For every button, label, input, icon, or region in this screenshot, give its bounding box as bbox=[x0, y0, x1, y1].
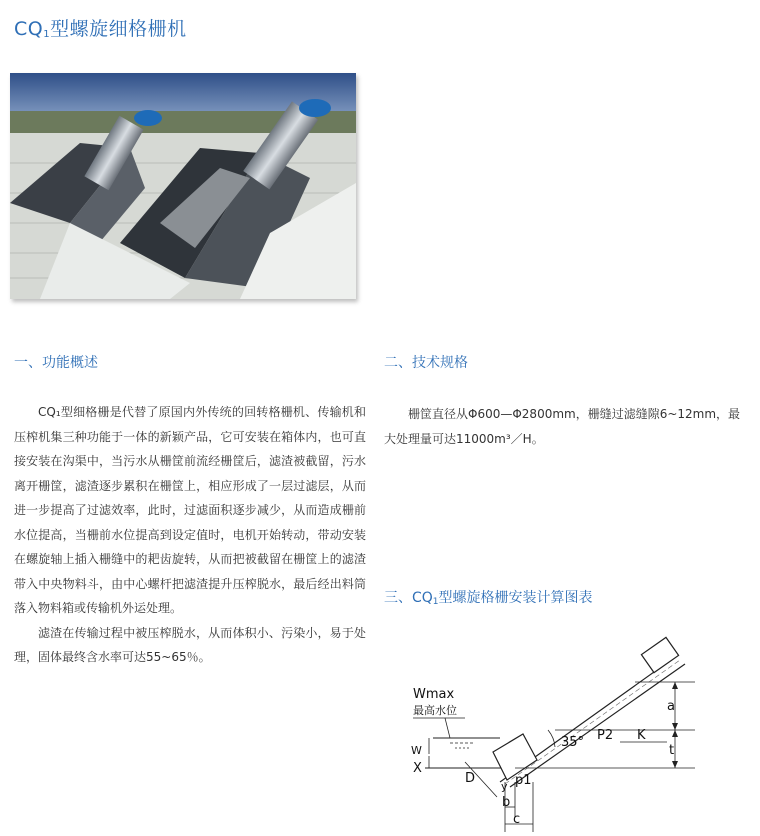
wmax-label: Wmax bbox=[413, 687, 455, 702]
section1-paragraph: CQ₁型细格栅是代替了原国内外传统的回转格栅机、传输机和压榨机集三种功能于一体的新颖产品，它可安装在箱体内，也可直接安装在沟渠中，当污水从栅筐前流经栅筐后，滤渣被截留，污水离开栅筐，滤渣逐步累积在栅筐上，相应形成了一层过滤层，从而进一步提高了过滤效率，此时，过滤面积逐步减少，从而造成栅前水位提高，当栅前水位提高到设定值时，电机开始转动，带动安装在螺旋轴上插入栅缝中的耙齿旋转，从而把被截留在栅筐上的滤渣带入中央物料斗，由中心螺杆把滤渣提升压榨脱水，最后经出料筒落入物料箱或传输机外运处理。 bbox=[14, 405, 366, 615]
dim-k-label: K bbox=[637, 728, 646, 743]
installation-photo-illustration bbox=[10, 73, 356, 299]
section1-heading: 一、功能概述 bbox=[14, 355, 98, 371]
installation-diagram bbox=[405, 632, 705, 836]
dim-d-label: D bbox=[465, 771, 476, 786]
dim-w-label: W bbox=[411, 744, 422, 757]
dim-a-label: a bbox=[667, 699, 675, 714]
product-photo bbox=[10, 73, 356, 299]
dim-p1-label: p1 bbox=[515, 773, 532, 788]
max-level-label: 最高水位 bbox=[413, 704, 457, 717]
section1-body bbox=[14, 400, 366, 670]
spec-text: 栅筐直径从Φ600—Φ2800mm，栅缝过滤缝隙6~12mm，最大处理量可达11000m³／H。 bbox=[384, 407, 741, 446]
page-title: $CQ_1$型螺旋细格栅机 bbox=[14, 18, 187, 40]
dim-x-label: X bbox=[413, 761, 422, 776]
section2-body bbox=[384, 402, 746, 451]
dim-t-label: t bbox=[669, 743, 675, 758]
dim-p2-label: P2 bbox=[597, 728, 614, 743]
section2-heading: 二、技术规格 bbox=[384, 355, 468, 371]
dim-y-label: y bbox=[501, 780, 508, 793]
dim-b-label: b bbox=[502, 795, 511, 810]
angle-label: 35° bbox=[561, 735, 585, 750]
installation-diagram-svg bbox=[405, 632, 705, 832]
section1-paragraph: 滤渣在传输过程中被压榨脱水，从而体积小、污染小，易于处理，固体最终含水率可达55~65％。 bbox=[14, 625, 366, 664]
dim-c-label: c bbox=[513, 812, 521, 827]
section3-heading: 三、$CQ_1$型螺旋格栅安装计算图表 bbox=[384, 590, 593, 607]
